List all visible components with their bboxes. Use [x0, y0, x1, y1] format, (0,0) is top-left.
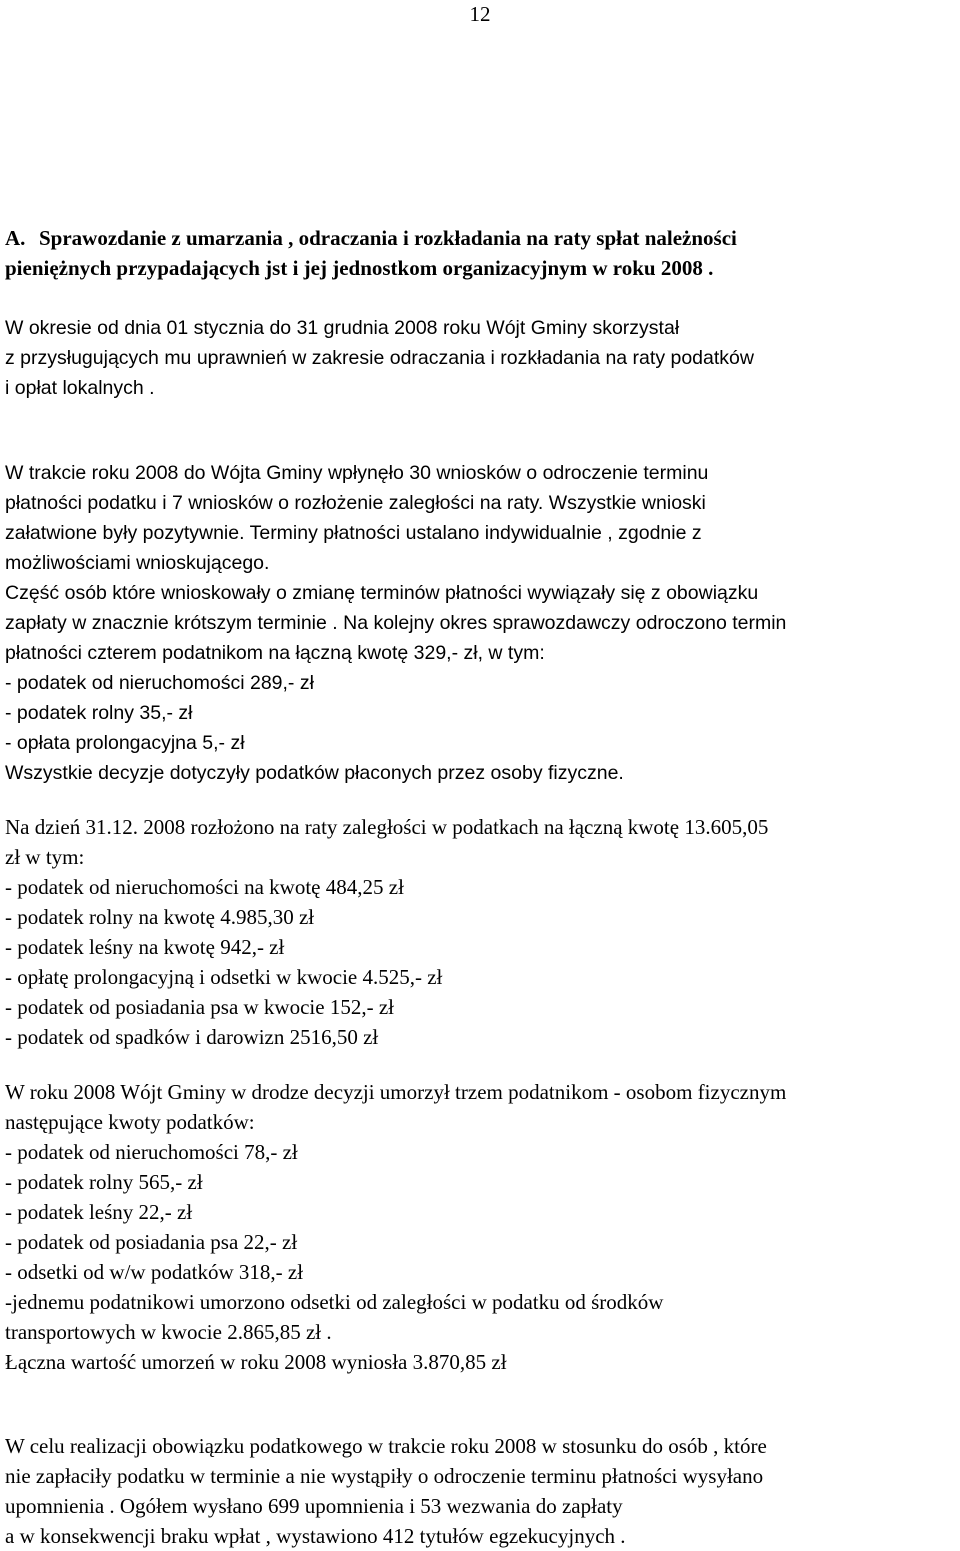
- remissions-line: - podatek leśny 22,- zł: [5, 1200, 193, 1224]
- deferral-line: Wszystkie decyzje dotyczyły podatków płaconych przez osoby fizyczne.: [5, 762, 624, 784]
- deferral-line: Część osób które wnioskowały o zmianę terminów płatności wywiązały się z obowiązku: [5, 582, 759, 604]
- installments-line: - podatek od posiadania psa w kwocie 152,- zł: [5, 995, 394, 1019]
- installments-line: - podatek od nieruchomości na kwotę 484,25 zł: [5, 875, 404, 899]
- intro-line: W okresie od dnia 01 stycznia do 31 grudnia 2008 roku Wójt Gminy skorzystał: [5, 317, 680, 339]
- section-title-part-1: Sprawozdanie z umarzania , odraczania i rozkładania na raty spłat należności: [39, 226, 737, 250]
- requests-line: płatności podatku i 7 wniosków o rozłożenie zaległości na raty. Wszystkie wnioski: [5, 492, 706, 514]
- requests-line: W trakcie roku 2008 do Wójta Gminy wpłynęło 30 wniosków o odroczenie terminu: [5, 462, 709, 484]
- deferral-line: - podatek rolny 35,- zł: [5, 702, 193, 724]
- section-number: A.: [5, 226, 26, 250]
- installments-line: Na dzień 31.12. 2008 rozłożono na raty zaległości w podatkach na łączną kwotę 13.605,05: [5, 815, 769, 839]
- reminders-line: W celu realizacji obowiązku podatkowego w trakcie roku 2008 w stosunku do osób , które: [5, 1434, 767, 1458]
- page-number: 12: [469, 2, 491, 26]
- reminders-paragraph: [5, 1431, 960, 1551]
- deferral-line: - podatek od nieruchomości 289,- zł: [5, 672, 314, 694]
- remissions-line: Łączna wartość umorzeń w roku 2008 wyniosła 3.870,85 zł: [5, 1350, 507, 1374]
- section-heading: [5, 223, 955, 283]
- deferral-line: zapłaty w znacznie krótszym terminie . Na kolejny okres sprawozdawczy odroczono termin: [5, 612, 787, 634]
- installments-line: - podatek leśny na kwotę 942,- zł: [5, 935, 285, 959]
- deferral-line: - opłata prolongacyjna 5,- zł: [5, 732, 245, 754]
- requests-paragraph: [5, 458, 960, 578]
- remissions-line: - podatek od nieruchomości 78,- zł: [5, 1140, 298, 1164]
- reminders-line: upomnienia . Ogółem wysłano 699 upomnienia i 53 wezwania do zapłaty: [5, 1494, 623, 1518]
- deferral-paragraph: [5, 578, 960, 788]
- installments-line: zł w tym:: [5, 845, 85, 869]
- installments-line: - podatek rolny na kwotę 4.985,30 zł: [5, 905, 315, 929]
- section-title-part-2: pieniężnych przypadających jst i jej jednostkom organizacyjnym w roku 2008 .: [5, 256, 714, 280]
- installments-line: - podatek od spadków i darowizn 2516,50 zł: [5, 1025, 379, 1049]
- reminders-line: a w konsekwencji braku wpłat , wystawiono 412 tytułów egzekucyjnych .: [5, 1524, 626, 1548]
- section-heading-line-1: [5, 223, 955, 253]
- intro-line: i opłat lokalnych .: [5, 377, 155, 399]
- remissions-line: - podatek rolny 565,- zł: [5, 1170, 203, 1194]
- requests-line: załatwione były pozytywnie. Terminy płatności ustalano indywidualnie , zgodnie z: [5, 522, 702, 544]
- remissions-line: - podatek od posiadania psa 22,- zł: [5, 1230, 298, 1254]
- intro-line: z przysługujących mu uprawnień w zakresie odraczania i rozkładania na raty podatków: [5, 347, 754, 369]
- installments-line: - opłatę prolongacyjną i odsetki w kwocie 4.525,- zł: [5, 965, 443, 989]
- installments-paragraph: [5, 812, 960, 1052]
- remissions-line: - odsetki od w/w podatków 318,- zł: [5, 1260, 304, 1284]
- remissions-line: -jednemu podatnikowi umorzono odsetki od zaległości w podatku od środków: [5, 1290, 664, 1314]
- deferral-line: płatności czterem podatnikom na łączną kwotę 329,- zł, w tym:: [5, 642, 545, 664]
- remissions-line: następujące kwoty podatków:: [5, 1110, 255, 1134]
- remissions-line: W roku 2008 Wójt Gminy w drodze decyzji umorzył trzem podatnikom - osobom fizycznym: [5, 1080, 787, 1104]
- intro-paragraph: [5, 313, 960, 403]
- reminders-line: nie zapłaciły podatku w terminie a nie wystąpiły o odroczenie terminu płatności wysyłano: [5, 1464, 764, 1488]
- requests-line: możliwościami wnioskującego.: [5, 552, 270, 574]
- remissions-paragraph: [5, 1077, 960, 1377]
- remissions-line: transportowych w kwocie 2.865,85 zł .: [5, 1320, 332, 1344]
